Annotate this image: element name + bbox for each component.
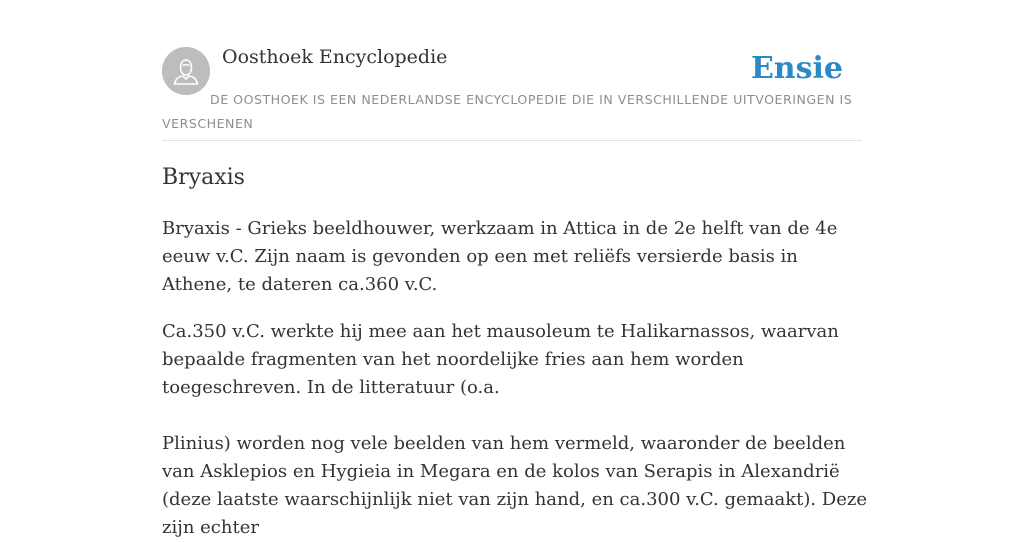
source-description: DE OOSTHOEK IS EEN NEDERLANDSE ENCYCLOPEDIE DIE IN VERSCHILLENDE UITVOERINGEN IS VERSCHENEN [162,92,853,131]
article-paragraph: Ca.350 v.C. werkte hij mee aan het mausoleum te Halikarnassos, waarvan bepaalde fragmenten van het noordelijke fries aan hem worden toegeschreven. In de litteratuur (o.a. [162,321,839,398]
article-title: Bryaxis [162,165,245,190]
article [162,160,868,542]
article-paragraph: Bryaxis - Grieks beeldhouwer, werkzaam in Attica in de 2e helft van de 4e eeuw v.C. Zijn naam is gevonden op een met reliëfs versierde basis in Athene, te dateren ca.360 v.C. [162,218,838,295]
ensie-logo-link[interactable]: Ensie [750,51,843,86]
article-paragraph: Plinius) worden nog vele beelden van hem vermeld, waaronder de beelden van Asklepios en Hygieia in Megara en de kolos van Serapis in Alexandrië (deze laatste waarschijnlijk niet van zijn hand, en ca.300 v.C. gemaakt). Deze zijn echter [162,433,868,538]
source-title[interactable]: Oosthoek Encyclopedie [222,46,448,68]
source-header [162,0,862,141]
